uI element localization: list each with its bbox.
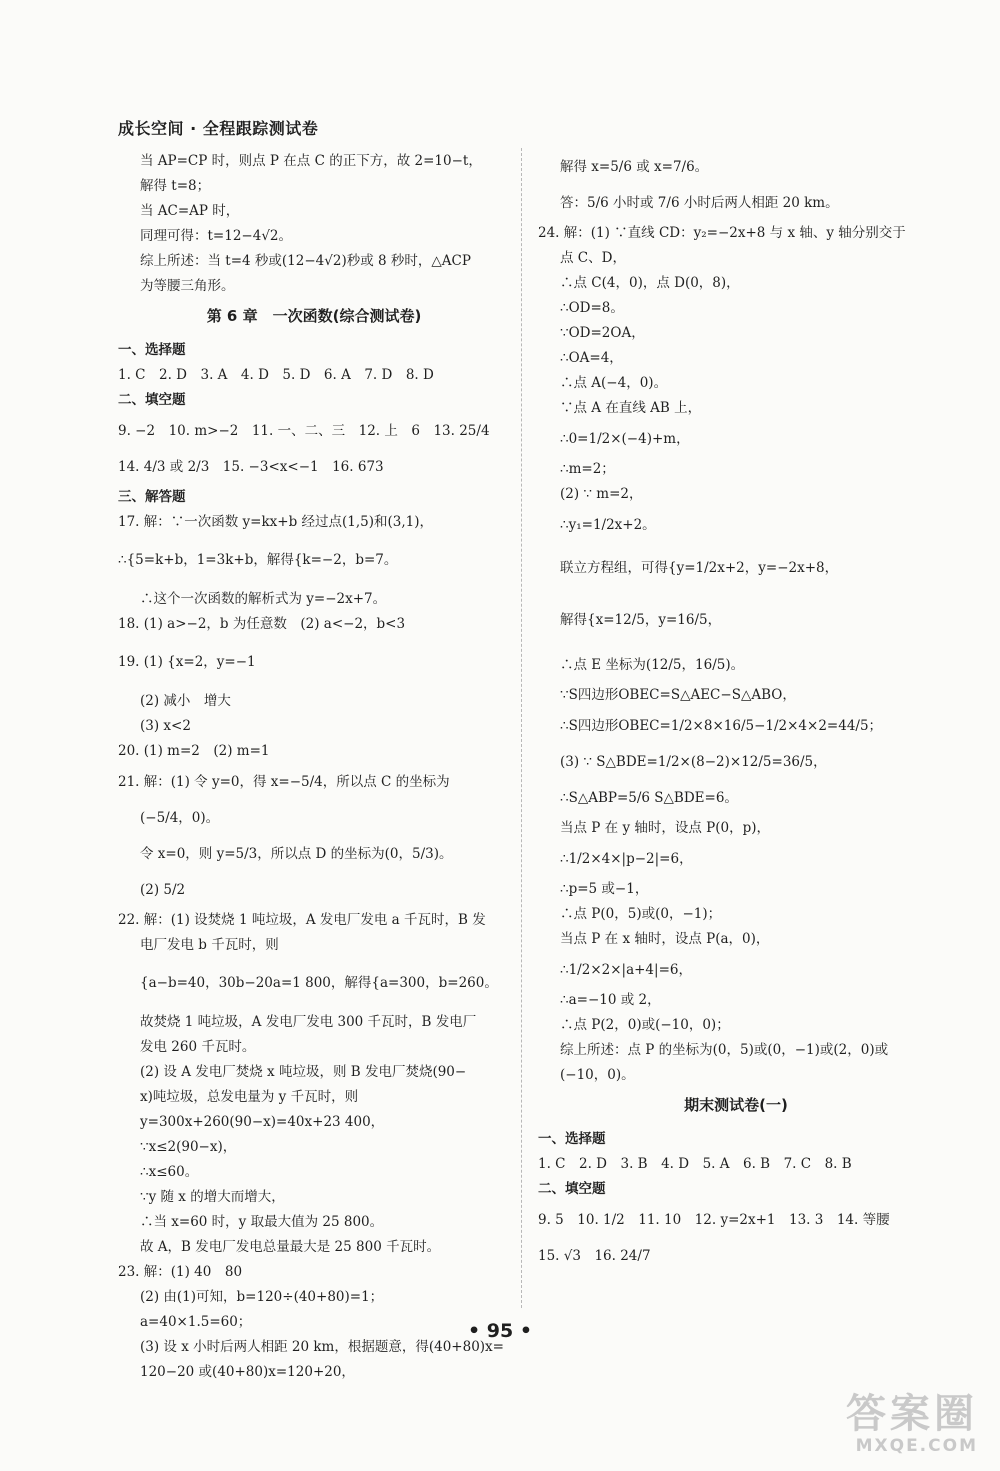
answer-line: y=300x+260(90−x)=40x+23 400， (140, 1114, 385, 1130)
answer-line: 同理可得：t=12−4√2。 (140, 228, 293, 244)
section-title: 第 6 章 一次函数(综合测试卷) (206, 307, 422, 325)
answer-line: (3) 设 x 小时后两人相距 20 km，根据题意，得(40+80)x= (140, 1339, 504, 1355)
answer-line: ∴p=5 或−1， (560, 881, 649, 897)
answer-line: 120−20 或(40+80)x=120+20， (140, 1364, 355, 1380)
answer-line: ∴这个一次函数的解析式为 y=−2x+7。 (140, 591, 387, 607)
answer-line: ∴OD=8。 (560, 300, 624, 316)
answer-line: (2) 设 A 发电厂焚烧 x 吨垃圾，则 B 发电厂焚烧(90− (140, 1064, 467, 1080)
answer-line: 当点 P 在 x 轴时，设点 P(a，0)， (560, 931, 770, 947)
answer-line: 18. (1) a>−2，b 为任意数 (2) a<−2，b<3 (118, 616, 406, 632)
answer-line: 当 AC=AP 时， (140, 203, 240, 219)
answer-line: a=40×1.5=60； (140, 1314, 252, 1330)
answer-line: ∵S四边形OBEC=S△AEC−S△ABO， (560, 687, 796, 703)
answer-line: ∴0=1/2×(−4)+m， (560, 431, 690, 447)
answer-line: 解得 t=8； (140, 178, 211, 194)
answer-line: ∴m=2； (560, 461, 615, 477)
answer-line: ∴当 x=60 时，y 取最大值为 25 800。 (140, 1214, 384, 1230)
answer-line: ∴{5=k+b，1=3k+b，解得{k=−2，b=7。 (118, 552, 398, 568)
answer-line: 9. 5 10. 1/2 11. 10 12. y=2x+1 13. 3 14. 等腰 (538, 1212, 890, 1228)
answer-line: ∴1/2×4×|p−2|=6， (560, 851, 693, 867)
answer-line: ∵OD=2OA， (560, 325, 645, 341)
section-title: 期末测试卷(一) (684, 1096, 788, 1114)
subsection-heading: 一、选择题 (118, 342, 186, 358)
answer-line: ∴S四边形OBEC=1/2×8×16/5−1/2×4×2=44/5； (560, 718, 883, 734)
answer-line: 17. 解：∵一次函数 y=kx+b 经过点(1,5)和(3,1)， (118, 514, 434, 530)
answer-line: 令 x=0，则 y=5/3，所以点 D 的坐标为(0，5/3)。 (140, 846, 453, 862)
answer-line: 故焚烧 1 吨垃圾，A 发电厂发电 300 千瓦时，B 发电厂 (140, 1014, 477, 1030)
page-header-title: 成长空间 · 全程跟踪测试卷 (118, 119, 319, 138)
answer-line: 22. 解：(1) 设焚烧 1 吨垃圾，A 发电厂发电 a 千瓦时，B 发 (118, 912, 486, 928)
answer-line: (3) x<2 (140, 718, 191, 734)
answer-line: ∴a=−10 或 2， (560, 992, 661, 1008)
answer-line: (2) 由(1)可知，b=120÷(40+80)=1； (140, 1289, 384, 1305)
answer-line: 20. (1) m=2 (2) m=1 (118, 743, 270, 759)
answer-line: 故 A，B 发电厂发电总量最大是 25 800 千瓦时。 (140, 1239, 441, 1255)
right-column (538, 152, 934, 1277)
answer-line: 9. −2 10. m>−2 11. 一、二、三 12. 上 6 13. 25/4 (118, 423, 490, 439)
answer-line: 19. (1) {x=2，y=−1 (118, 654, 256, 670)
answer-line: (2) ∵ m=2， (560, 486, 643, 502)
answer-line: 解得 x=5/6 或 x=7/6。 (560, 159, 709, 175)
answer-line: ∴x≤60。 (140, 1164, 199, 1180)
answer-line: (2) 5/2 (140, 882, 186, 898)
answer-line: 综上所述：点 P 的坐标为(0，5)或(0，−1)或(2，0)或 (560, 1042, 889, 1058)
answer-line: (−5/4，0)。 (140, 810, 220, 826)
answer-line: ∴S△ABP=5/6 S△BDE=6。 (560, 790, 738, 806)
answer-line: (2) 减小 增大 (140, 693, 231, 709)
answer-line: 23. 解：(1) 40 80 (118, 1264, 243, 1280)
answer-line: ∴1/2×2×|a+4|=6， (560, 962, 692, 978)
answer-line: 电厂发电 b 千瓦时，则 (140, 937, 279, 953)
answer-line: 15. √3 16. 24/7 (538, 1248, 651, 1264)
answer-line: x)吨垃圾，总发电量为 y 千瓦时，则 (140, 1089, 359, 1105)
answer-line: (−10，0)。 (560, 1067, 635, 1083)
subsection-heading: 二、填空题 (538, 1181, 606, 1197)
answer-line: ∵x≤2(90−x)， (140, 1139, 237, 1155)
answer-line: 解得{x=12/5，y=16/5， (560, 612, 722, 628)
answer-line: ∴点 A(−4，0)。 (560, 375, 668, 391)
answer-line: ∴点 P(0，5)或(0，−1)； (560, 906, 722, 922)
answer-line: ∴y₁=1/2x+2。 (560, 517, 656, 533)
answer-line: (3) ∵ S△BDE=1/2×(8−2)×12/5=36/5， (560, 754, 827, 770)
answer-line: 答：5/6 小时或 7/6 小时后两人相距 20 km。 (560, 195, 839, 211)
watermark-text: 答案圈 (846, 1391, 978, 1437)
answer-line: ∴点 C(4，0)，点 D(0，8)， (560, 275, 740, 291)
answer-line: ∴OA=4， (560, 350, 623, 366)
answer-line: {a−b=40，30b−20a=1 800，解得{a=300，b=260。 (140, 975, 498, 991)
watermark-logo (846, 1392, 978, 1456)
answer-line: 综上所述：当 t=4 秒或(12−4√2)秒或 8 秒时，△ACP (140, 253, 471, 269)
answer-line: 联立方程组，可得{y=1/2x+2，y=−2x+8， (560, 560, 839, 576)
answer-line: 21. 解：(1) 令 y=0，得 x=−5/4，所以点 C 的坐标为 (118, 774, 450, 790)
answer-line: 发电 260 千瓦时。 (140, 1039, 256, 1055)
subsection-heading: 一、选择题 (538, 1131, 606, 1147)
answer-line: ∴点 P(2，0)或(−10，0)； (560, 1017, 730, 1033)
subsection-heading: 三、解答题 (118, 489, 186, 505)
answer-line: 24. 解：(1) ∵直线 CD：y₂=−2x+8 与 x 轴、y 轴分别交于 (538, 225, 906, 241)
answer-line: ∵y 随 x 的增大而增大， (140, 1189, 285, 1205)
subsection-heading: 二、填空题 (118, 392, 186, 408)
answer-line: 14. 4/3 或 2/3 15. −3<x<−1 16. 673 (118, 459, 384, 475)
answer-line: ∴点 E 坐标为(12/5，16/5)。 (560, 657, 745, 673)
answer-line: 1. C 2. D 3. A 4. D 5. D 6. A 7. D 8. D (118, 367, 434, 383)
column-divider (521, 148, 523, 1308)
page-number: • 95 • (468, 1320, 532, 1342)
answer-line: 为等腰三角形。 (140, 278, 235, 294)
answer-line: 当 AP=CP 时，则点 P 在点 C 的正下方，故 2=10−t， (140, 153, 482, 169)
watermark-url: MXQE.COM (855, 1436, 978, 1456)
answer-line: 1. C 2. D 3. B 4. D 5. A 6. B 7. C 8. B (538, 1156, 852, 1172)
answer-line: ∵点 A 在直线 AB 上， (560, 400, 702, 416)
answer-line: 点 C、D， (560, 250, 626, 266)
left-column (118, 152, 510, 1388)
answer-line: 当点 P 在 y 轴时，设点 P(0，p)， (560, 820, 771, 836)
